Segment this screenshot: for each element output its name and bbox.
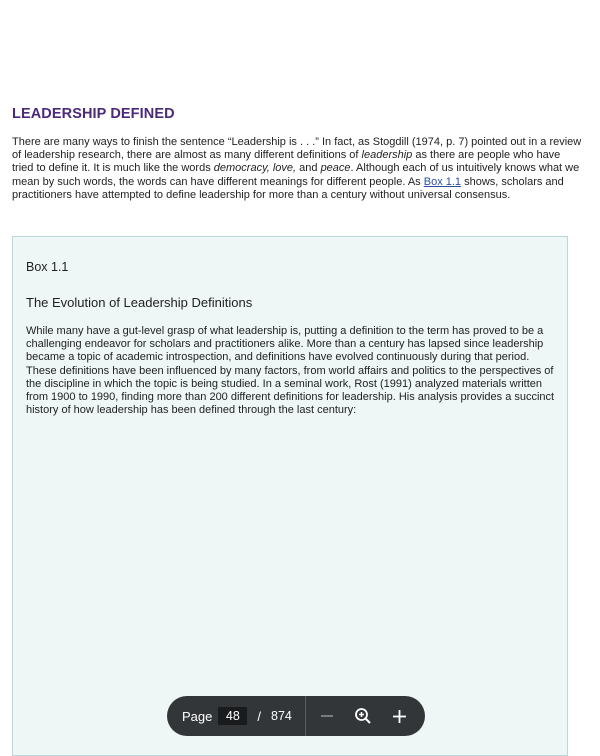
- intro-em-leadership: leadership: [361, 149, 413, 162]
- pdf-page-toolbar: [167, 696, 425, 736]
- intro-text-4: . Although each of us intuitively knows what we mean by such words, the words can have different meanings for different people. As: [12, 162, 580, 188]
- box-1-1-link[interactable]: Box 1.1: [423, 175, 462, 188]
- box-label: Box 1.1: [26, 260, 69, 274]
- zoom-out-button[interactable]: [316, 704, 338, 728]
- page-separator: /: [257, 708, 261, 724]
- page-number-input[interactable]: [218, 707, 247, 725]
- toolbar-divider: [305, 696, 306, 736]
- fit-zoom-button[interactable]: [352, 704, 374, 728]
- plus-icon: [392, 709, 407, 724]
- intro-em-democracy: democracy, love,: [213, 162, 297, 175]
- intro-text-2: as there are people who have tried to define it. It is much like the words: [12, 149, 561, 175]
- intro-paragraph: [12, 136, 582, 202]
- intro-em-peace: peace: [320, 162, 351, 175]
- total-pages: 874: [271, 709, 292, 723]
- intro-text-3: and: [296, 162, 321, 175]
- zoom-in-button[interactable]: [389, 704, 411, 728]
- intro-text-1: There are many ways to finish the sentence “Leadership is . . .” In fact, as Stogdill (1974, p. 7) pointed out in a review of leadership research, there are almost as many different definitions of: [12, 136, 582, 162]
- box-text: While many have a gut-level grasp of what leadership is, putting a definition to the term has proved to be a challenging endeavor for scholars and practitioners alike. More than a century has lapsed since leadership became a topic of academic introspection, and definitions have evolved continuously during that period. These definitions have been influenced by many factors, from world affairs and politics to the perspectives of the discipline in which the topic is being studied. In a seminal work, Rost (1991) analyzed materials written from 1900 to 1990, finding more than 200 different definitions for leadership. His analysis provides a succinct history of how leadership has been defined through the last century:: [26, 325, 555, 417]
- intro-text-5: shows, scholars and practitioners have attempted to define leadership for more than a century without universal consensus.: [12, 175, 564, 201]
- section-heading: LEADERSHIP DEFINED: [12, 106, 175, 122]
- page-label: Page: [182, 708, 213, 724]
- zoom-in-icon: [354, 707, 372, 725]
- box-1-1: [12, 236, 568, 756]
- minus-icon: [320, 709, 334, 723]
- box-title: The Evolution of Leadership Definitions: [26, 295, 253, 310]
